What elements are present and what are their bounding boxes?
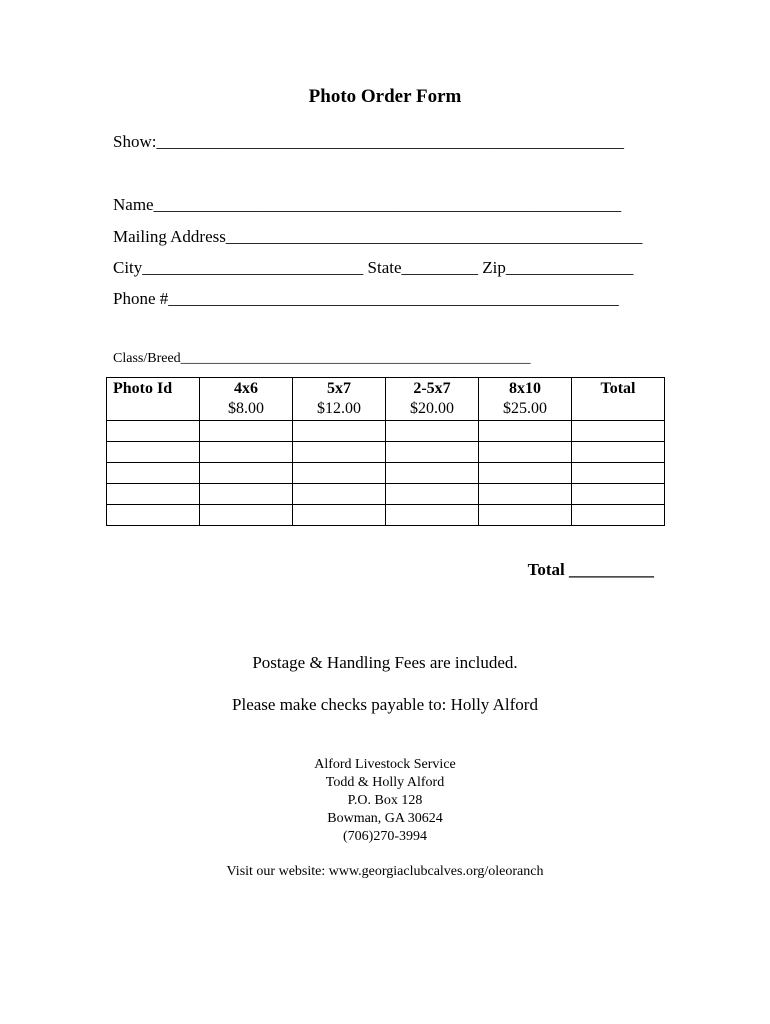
table-cell[interactable]	[293, 463, 386, 484]
header-price: $25.00	[503, 400, 547, 417]
table-cell[interactable]	[386, 463, 479, 484]
table-cell[interactable]	[107, 442, 200, 463]
table-cell[interactable]	[293, 421, 386, 442]
header-label: 2-5x7	[413, 380, 451, 397]
table-row	[107, 463, 665, 484]
table-cell[interactable]	[293, 505, 386, 526]
class-breed-field[interactable]: Class/Breed__________________________________________________	[113, 351, 531, 366]
table-cell[interactable]	[572, 463, 665, 484]
table-cell[interactable]	[386, 484, 479, 505]
header-price: $12.00	[317, 400, 361, 417]
show-field[interactable]: Show:_______________________________________________________	[113, 132, 624, 151]
table-cell[interactable]	[107, 463, 200, 484]
table-cell[interactable]	[107, 505, 200, 526]
header-label: 5x7	[327, 380, 351, 397]
table-row	[107, 442, 665, 463]
grand-total[interactable]	[528, 560, 654, 580]
address-phone: (706)270-3994	[343, 829, 427, 844]
table-cell[interactable]	[386, 421, 479, 442]
header-label: 4x6	[234, 380, 258, 397]
header-price: $8.00	[228, 400, 264, 417]
table-cell[interactable]	[572, 421, 665, 442]
checks-note: Please make checks payable to: Holly Alford	[232, 695, 538, 714]
mailing-address-field[interactable]: Mailing Address_________________________________________________	[113, 227, 643, 246]
name-field[interactable]: Name_______________________________________________________	[113, 195, 622, 214]
address-company: Alford Livestock Service	[314, 757, 456, 772]
table-cell[interactable]	[479, 463, 572, 484]
table-cell[interactable]	[479, 505, 572, 526]
table-cell[interactable]	[479, 421, 572, 442]
header-4x6	[200, 378, 293, 421]
city-state-zip-field[interactable]: City__________________________ State_________ Zip_______________	[113, 258, 634, 277]
grand-total-label: Total	[527, 560, 565, 579]
table-cell[interactable]	[200, 421, 293, 442]
header-label: Total	[600, 380, 636, 397]
postage-note: Postage & Handling Fees are included.	[252, 653, 518, 672]
address-names: Todd & Holly Alford	[325, 775, 445, 790]
table-cell[interactable]	[572, 442, 665, 463]
table-cell[interactable]	[479, 484, 572, 505]
phone-field[interactable]: Phone #_____________________________________________________	[113, 289, 619, 308]
header-label: 8x10	[509, 380, 541, 397]
table-cell[interactable]	[293, 442, 386, 463]
table-cell[interactable]	[479, 442, 572, 463]
table-cell[interactable]	[200, 442, 293, 463]
table-cell[interactable]	[293, 484, 386, 505]
table-cell[interactable]	[200, 484, 293, 505]
table-cell[interactable]	[200, 505, 293, 526]
order-table	[106, 377, 665, 526]
address-po-box: P.O. Box 128	[347, 793, 423, 808]
header-5x7	[293, 378, 386, 421]
table-cell[interactable]	[107, 421, 200, 442]
table-cell[interactable]	[107, 484, 200, 505]
header-photo-id	[107, 378, 200, 421]
grand-total-blank[interactable]: __________	[569, 560, 654, 579]
table-cell[interactable]	[200, 463, 293, 484]
table-row	[107, 484, 665, 505]
address-city: Bowman, GA 30624	[327, 811, 443, 826]
table-row	[107, 505, 665, 526]
table-cell[interactable]	[572, 484, 665, 505]
header-label: Photo Id	[113, 380, 173, 397]
header-2-5x7	[386, 378, 479, 421]
form-title: Photo Order Form	[308, 86, 462, 107]
table-cell[interactable]	[386, 442, 479, 463]
table-header-row	[107, 378, 665, 421]
website-note: Visit our website: www.georgiaclubcalves.org/oleoranch	[226, 864, 544, 879]
table-row	[107, 421, 665, 442]
header-price: $20.00	[410, 400, 454, 417]
table-cell[interactable]	[572, 505, 665, 526]
header-total	[572, 378, 665, 421]
table-cell[interactable]	[386, 505, 479, 526]
header-8x10	[479, 378, 572, 421]
